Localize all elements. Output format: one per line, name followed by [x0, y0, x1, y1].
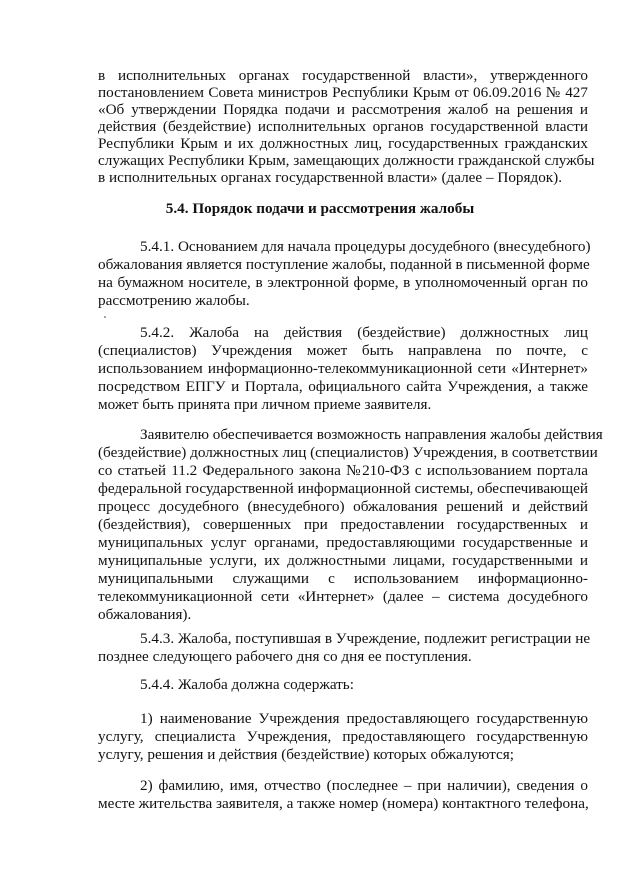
text-line: услугу, специалиста Учреждения, предоставляющего государственную [98, 728, 588, 745]
text-line: в исполнительных органах государственной власти», утвержденного [98, 67, 588, 84]
text-line: посредством ЕПГУ и Портала, официального сайта Учреждения, а также [98, 378, 588, 395]
text-line: услугу, решения и действия (бездействие) которых обжалуются; [98, 746, 514, 763]
text-line: служащих Республики Крым, замещающих должности гражданской службы [98, 152, 595, 169]
text-line: Заявителю обеспечивается возможность направления жалобы действия [140, 426, 603, 443]
text-line: 5.4.4. Жалоба должна содержать: [140, 676, 354, 693]
text-line: использованием информационно-телекоммуникационной сети «Интернет» [98, 360, 588, 377]
section-heading: 5.4. Порядок подачи и рассмотрения жалобы [165, 200, 475, 217]
text-line: со статьей 11.2 Федерального закона №210-ФЗ с использованием портала [98, 462, 588, 479]
text-line: позднее следующего рабочего дня со дня ее поступления. [98, 648, 472, 665]
text-line: 1) наименование Учреждения предоставляющего государственную [140, 710, 588, 727]
text-line: 5.4.3. Жалоба, поступившая в Учреждение, подлежит регистрации не [140, 630, 591, 647]
text-line: (бездействие) должностных лиц (специалистов) Учреждения, в соответствии [98, 444, 598, 461]
text-line: 5.4.1. Основанием для начала процедуры досудебного (внесудебного) [140, 238, 591, 255]
text-line: постановлением Совета министров Республики Крым от 06.09.2016 № 427 [98, 84, 588, 101]
text-line: обжалования). [98, 606, 192, 623]
text-line: месте жительства заявителя, а также номер (номера) контактного телефона, [98, 795, 589, 812]
text-line: обжалования является поступление жалобы, поданной в письменной форме [98, 256, 590, 273]
text-line: действия (бездействие) исполнительных органов государственной власти [98, 118, 588, 135]
text-line: (бездействия), совершенных при предоставлении государственных и [98, 516, 588, 533]
text-line: Республики Крым и их должностных лиц, государственных гражданских [98, 135, 588, 152]
text-line: «Об утверждении Порядка подачи и рассмотрения жалоб на решения и [98, 101, 588, 118]
text-line: федеральной государственной информационной системы, обеспечивающей [98, 480, 588, 497]
text-line: может быть принята при личном приеме заявителя. [98, 396, 432, 413]
text-line: рассмотрению жалобы. [98, 292, 250, 309]
text-line: в исполнительных органах государственной власти» (далее – Порядок). [98, 169, 563, 186]
text-line: муниципальных услуг органами, предоставляющими государственные и [98, 534, 588, 551]
text-line: на бумажном носителе, в электронной форме, в уполномоченный орган по [98, 274, 588, 291]
text-line: 2) фамилию, имя, отчество (последнее – при наличии), сведения о [140, 777, 588, 794]
text-line: муниципальными служащими с использованием информационно- [98, 570, 588, 587]
scan-speck [104, 316, 106, 318]
text-line: (специалистов) Учреждения может быть направлена по почте, с [98, 342, 588, 359]
text-line: телекоммуникационной сети «Интернет» (далее – система досудебного [98, 588, 588, 605]
text-line: процесс досудебного (внесудебного) обжалования решений и действий [98, 498, 588, 515]
text-line: муниципальные услуги, их должностными лицами, государственными и [98, 552, 588, 569]
text-line: 5.4.2. Жалоба на действия (бездействие) должностных лиц [140, 324, 588, 341]
